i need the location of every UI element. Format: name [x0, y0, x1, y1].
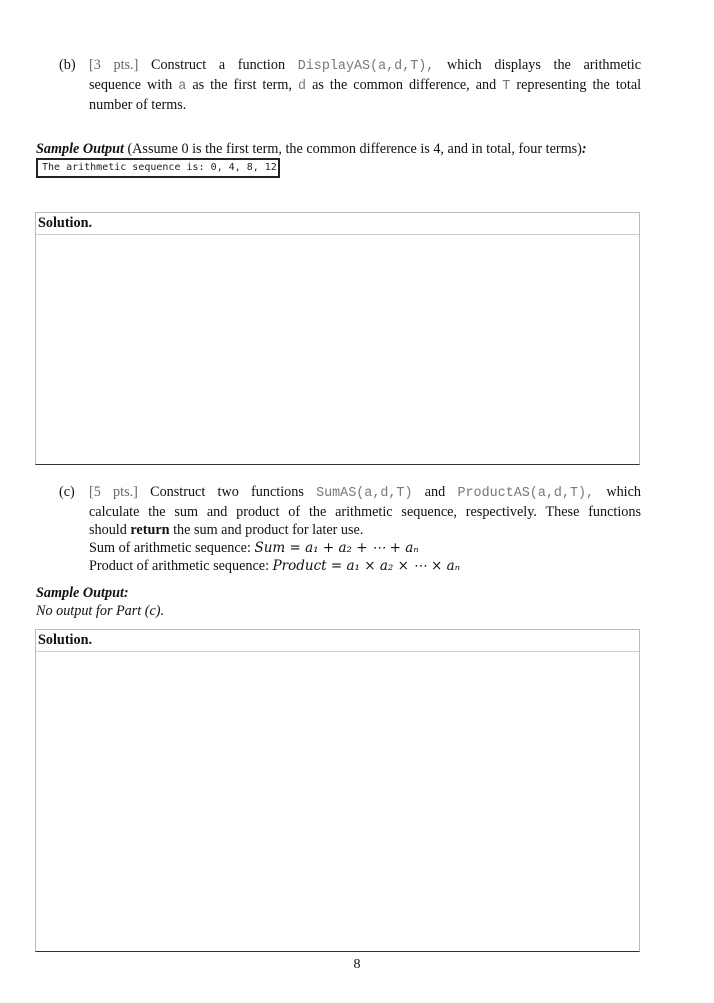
solution-box-c[interactable] [35, 629, 640, 952]
function-name-sumas: SumAS(a,d,T) [316, 486, 413, 501]
product-formula: Product = a₁ × a₂ × ⋯ × aₙ [272, 558, 461, 574]
product-formula-line: Product of arithmetic sequence: Product = a₁ × a₂ × ⋯ × aₙ [89, 558, 461, 574]
function-name-displayas: DisplayAS(a,d,T), [297, 59, 435, 74]
sample-output-c [36, 584, 129, 602]
sum-formula-line: Sum of arithmetic sequence: Sum = a₁ + a₂ + ⋯ + aₙ [89, 540, 419, 556]
page-number: 8 [353, 957, 361, 972]
sample-output-c-text: No output for Part (c). [36, 603, 165, 619]
question-c: (c) [5 pts.] Construct two functions SumAS(a,d,T) and ProductAS(a,d,T), which calculate the sum and product of the arithmetic sequence, respectively. These functions should return the sum and product for later use. Sum of arithmetic sequence: Sum = a₁ + a₂ + ⋯ + aₙ Product of arithmetic sequence: Product = a₁ × a₂ × ⋯ × aₙ [59, 484, 642, 574]
sum-formula: Sum = a₁ + a₂ + ⋯ + aₙ [254, 540, 419, 556]
question-b-points: [3 pts.] [89, 57, 139, 73]
function-name-productas: ProductAS(a,d,T), [457, 486, 595, 501]
question-b-label: (b) [59, 57, 76, 73]
sample-output-label: Sample Output [36, 141, 124, 157]
console-output: The arithmetic sequence is: 0, 4, 8, 12 [36, 158, 280, 178]
solution-heading: Solution. [36, 213, 639, 235]
question-c-points: [5 pts.] [89, 484, 138, 500]
solution-heading-c: Solution. [36, 630, 639, 652]
question-c-label: (c) [59, 484, 75, 500]
question-b: (b) [3 pts.] Construct a function DisplayAS(a,d,T), which displays the arithmetic sequence with a as the first term, d as the common difference, and T representing the total number of terms. [59, 57, 642, 113]
sample-output-c-label: Sample Output: [36, 585, 129, 601]
solution-box-b[interactable] [35, 212, 640, 465]
sample-output-b: Sample Output (Assume 0 is the first term, the common difference is 4, and in total, four terms): [36, 141, 587, 157]
